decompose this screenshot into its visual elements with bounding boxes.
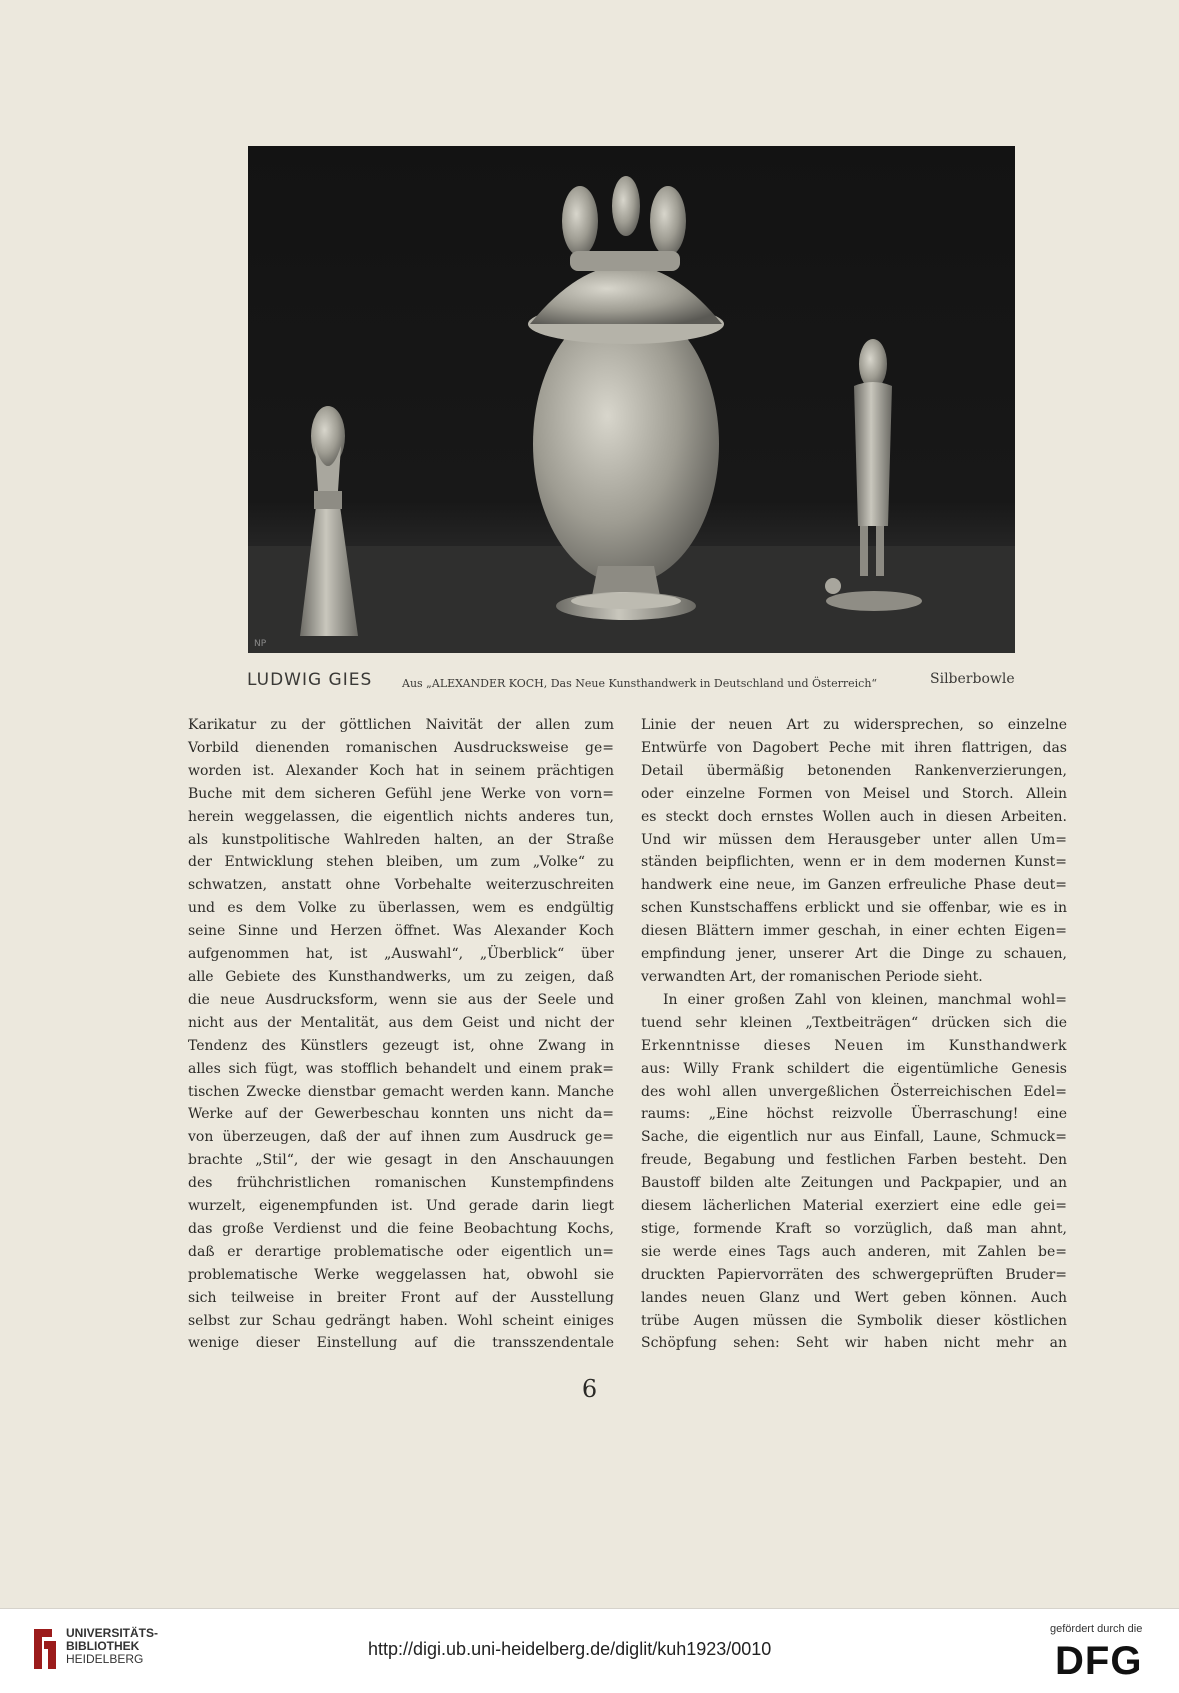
- text-line: Tendenz des Künstlers gezeugt ist, ohne Zwang in: [188, 1037, 614, 1054]
- text-line: tuend sehr kleinen „Textbeiträgen“ drücken sich die: [641, 1014, 1067, 1031]
- text-line: herein weggelassen, die eigentlich nichts anderes tun,: [188, 808, 614, 825]
- text-line: seine Sinne und Herzen öffnet. Was Alexander Koch: [188, 923, 614, 940]
- text-line: Erkenntnisse dieses Neuen im Kunsthandwerk: [641, 1037, 1067, 1054]
- text-line: Baustoff bilden alte Zeitungen und Packpapier, und an: [641, 1175, 1067, 1192]
- photo-monogram: NP: [254, 639, 267, 649]
- text-line: In einer großen Zahl von kleinen, manchmal wohl=: [663, 991, 1067, 1008]
- text-line: Detail übermäßig betonenden Rankenverzierungen,: [641, 762, 1067, 779]
- text-line: des wohl allen unvergeßlichen Österreichischen Edel=: [641, 1083, 1067, 1100]
- text-line: sie werde eines Tags auch anderen, mit Zahlen be=: [641, 1243, 1067, 1260]
- text-line: raums: „Eine höchst reizvolle Überraschung! eine: [641, 1106, 1067, 1123]
- text-line: druckten Papiervorräten des schwergeprüften Bruder=: [641, 1266, 1067, 1283]
- text-line: nicht aus der Mentalität, aus dem Geist und nicht der: [188, 1014, 614, 1031]
- text-line: wurzelt, eigenempfunden ist. Und gerade darin liegt: [188, 1198, 614, 1215]
- text-line: Linie der neuen Art zu widersprechen, so einzelne: [641, 717, 1067, 733]
- text-line: Entwürfe von Dagobert Peche mit ihren flattrigen, das: [641, 739, 1067, 756]
- library-name-line: UNIVERSITÄTS-: [66, 1626, 159, 1640]
- text-line: das große Verdienst und die feine Beobachtung Kochs,: [188, 1220, 614, 1237]
- text-line: alles sich fügt, was stofflich behandelt und einem prak=: [188, 1060, 614, 1077]
- text-line: der Entwicklung stehen bleiben, um zum „Volke“ zu: [188, 854, 614, 871]
- text-line: schen Kunstschaffens erblickt und sie offenbar, wie es in: [641, 900, 1067, 917]
- text-line: problematische Werke weggelassen hat, obwohl sie: [188, 1266, 614, 1283]
- text-line: wenige dieser Einstellung auf die transszendentale: [188, 1335, 614, 1352]
- text-line: schwatzen, anstatt ohne Vorbehalte weiterzuschreiten: [188, 877, 614, 894]
- page-number: 6: [581, 1375, 598, 1403]
- text-line: des frühchristlichen romanischen Kunstempfindens: [188, 1175, 614, 1192]
- caption-artist: LUDWIG GIES: [247, 670, 373, 690]
- text-line: empfindung jener, unserer Art die Dinge zu schauen,: [641, 946, 1067, 963]
- text-line: Buche mit dem sicheren Gefühl jene Werke von vorn=: [188, 785, 614, 802]
- caption-source: Aus „ALEXANDER KOCH, Das Neue Kunsthandwerk in Deutschland und Österreich“: [402, 677, 878, 690]
- text-line: Sache, die eigentlich nur aus Einfall, Laune, Schmuck=: [641, 1129, 1067, 1146]
- library-logo-icon: [30, 1625, 60, 1673]
- text-line: Karikatur zu der göttlichen Naivität der allen zum: [188, 717, 614, 733]
- text-line: und es dem Volke zu überlassen, wem es endgültig: [188, 900, 614, 917]
- text-line: Werke auf der Gewerbeschau konnten uns nicht da=: [188, 1106, 614, 1123]
- text-line: ständen beipflichten, wenn er in dem modernen Kunst=: [641, 854, 1067, 871]
- text-line: stige, formende Kraft so vorzüglich, daß man ahnt,: [641, 1220, 1067, 1237]
- text-line: es steckt doch ernstes Wollen auch in diesen Arbeiten.: [641, 808, 1067, 825]
- text-line: alle Gebiete des Kunsthandwerks, um zu zeigen, daß: [188, 968, 614, 985]
- text-line: Und wir müssen dem Herausgeber unter allen Um=: [641, 831, 1067, 848]
- text-line: oder einzelne Formen von Meisel und Storch. Allein: [641, 785, 1067, 802]
- text-line: die neue Ausdrucksform, wenn sie aus der Seele und: [188, 991, 614, 1008]
- text-line: daß er derartige problematische oder eigentlich un=: [188, 1243, 614, 1260]
- library-name-line: HEIDELBERG: [66, 1652, 144, 1666]
- left-bell-figure: [300, 406, 358, 636]
- permalink-url[interactable]: http://digi.ub.uni-heidelberg.de/diglit/kuh1923/0010: [368, 1639, 772, 1659]
- text-line: diesem lächerlichen Material exerziert eine edle gei=: [641, 1198, 1067, 1215]
- text-line: selbst zur Schau gedrängt haben. Wohl scheint einiges: [188, 1312, 614, 1329]
- dfg-logo: DFG: [1055, 1639, 1143, 1683]
- photo-illustration: [248, 146, 1015, 653]
- text-line: verwandten Art, der romanischen Periode sieht.: [641, 968, 983, 985]
- funding-text: gefördert durch die: [1050, 1623, 1143, 1635]
- library-name: [66, 1627, 158, 1666]
- text-line: tischen Zwecke dienstbar gemacht werden kann. Manche: [188, 1083, 614, 1100]
- text-line: von überzeugen, daß der auf ihnen zum Ausdruck ge=: [188, 1129, 614, 1146]
- text-line: Schöpfung sehen: Seht wir haben nicht mehr an: [641, 1335, 1067, 1352]
- text-line: freude, Begabung und festlichen Farben besteht. Den: [641, 1152, 1067, 1169]
- text-column-right: [641, 714, 1067, 1355]
- text-line: aufgenommen hat, ist „Auswahl“, „Überblick“ über: [188, 946, 614, 963]
- library-name-line: BIBLIOTHEK: [66, 1639, 140, 1653]
- text-line: handwerk eine neue, im Ganzen erfreuliche Phase deut=: [641, 877, 1067, 894]
- text-line: sich teilweise in breiter Front auf der Ausstellung: [188, 1289, 614, 1306]
- text-line: Vorbild dienenden romanischen Ausdrucksweise ge=: [188, 739, 614, 756]
- text-line: aus: Willy Frank schildert die eigentümliche Genesis: [641, 1060, 1067, 1077]
- text-column-left: [188, 714, 614, 1355]
- text-line: trübe Augen müssen die Symbolik dieser köstlichen: [641, 1312, 1067, 1329]
- text-line: worden ist. Alexander Koch hat in seinem prächtigen: [188, 762, 614, 779]
- photograph-silver-bowl: [248, 146, 1015, 653]
- footer-bar: [0, 1608, 1179, 1693]
- text-line: als kunstpolitische Wahlreden halten, an der Straße: [188, 831, 614, 848]
- text-line: diesen Blättern immer geschah, in einer echten Eigen=: [641, 923, 1067, 940]
- text-line: landes neuen Glanz und Wert geben können. Auch: [641, 1289, 1067, 1306]
- text-line: brachte „Stil“, der wie gesagt in den Anschauungen: [188, 1152, 614, 1169]
- caption-object: Silberbowle: [930, 671, 1015, 687]
